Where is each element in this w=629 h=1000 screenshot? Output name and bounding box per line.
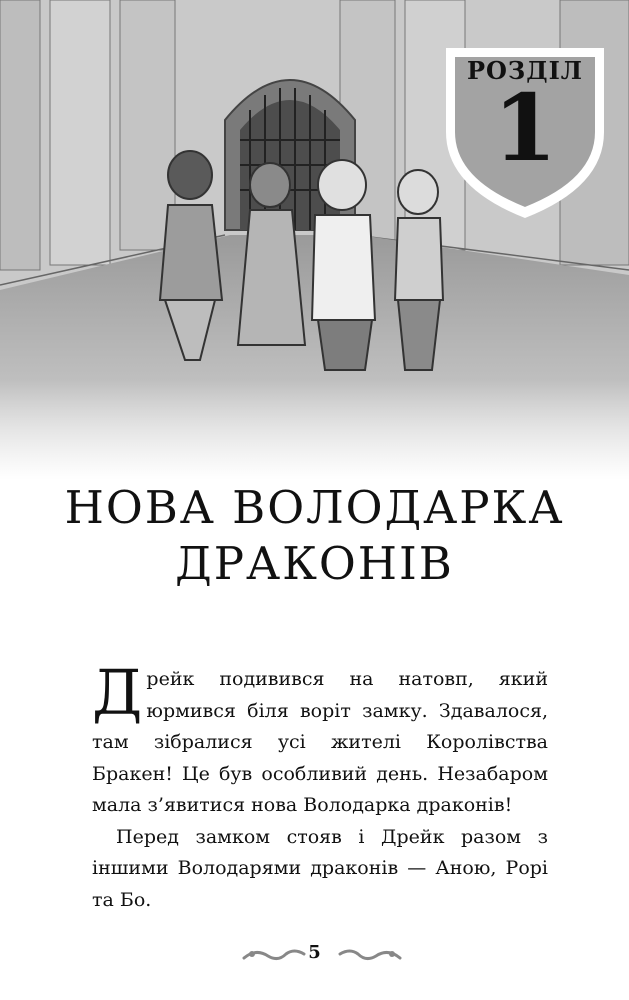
chapter-label: РОЗДІЛ: [466, 56, 584, 85]
chapter-badge: [440, 42, 610, 222]
ornament-right-icon: [338, 944, 402, 968]
paragraph-1-text: рейк подивився на натовп, який юрмився біля воріт замку. Здавалося, там зібралися усі жителі Королівства Бракен! Це був особливий день. Незабаром мала з’явитися нова Володарка драконів!: [92, 668, 548, 816]
body-text: [92, 656, 548, 916]
chapter-title-line-2: ДРАКОНІВ: [175, 537, 454, 590]
paragraph-2: Перед замком стояв і Дрейк разом з іншими Володарями драконів — Аною, Рорі та Бо.: [92, 825, 548, 911]
paragraph-1: [92, 656, 548, 822]
chapter-title: [40, 480, 589, 592]
page-number: 5: [308, 942, 321, 963]
page-footer: [0, 940, 629, 972]
drop-cap: Д: [92, 656, 143, 729]
chapter-number: 1: [492, 74, 557, 182]
chapter-title-line-1: НОВА ВОЛОДАРКА: [64, 481, 565, 534]
